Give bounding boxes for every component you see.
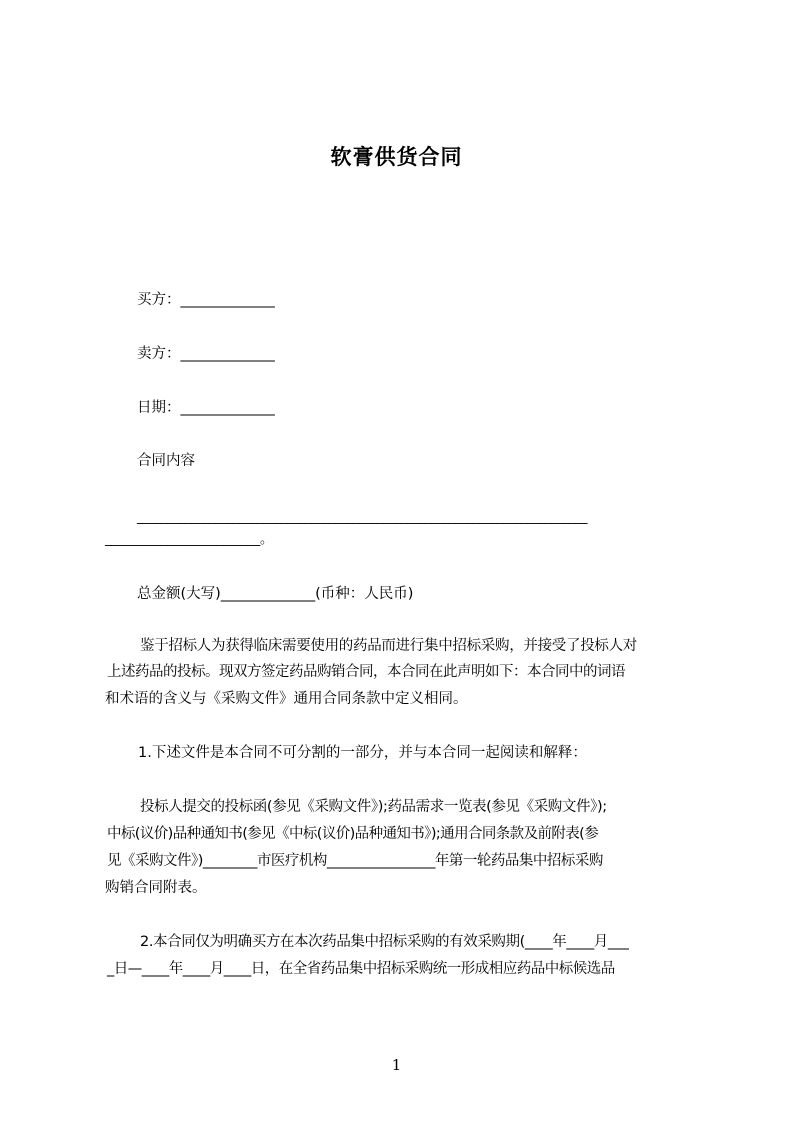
content-blank-line-1: ___________________________________________________________________________	[137, 510, 587, 525]
preamble-line: 鉴于招标人为获得临床需要使用的药品而进行集中招标采购，并接受了投标人对	[140, 638, 637, 654]
total-amount-line: 总金额(大写)_____________(币种：人民币)	[137, 586, 414, 602]
preamble-line: 上述药品的投标。现双方签定药品购销合同，本合同在此声明如下：本合同中的词语	[107, 664, 625, 680]
clause-1-doc-line: 见《采购文件》)________市医疗机构________________年第一轮药品集中招标采购	[107, 853, 603, 869]
clause-1-heading: 1.下述文件是本合同不可分割的一部分，并与本合同一起阅读和解释：	[138, 745, 587, 761]
content-blank-line-2: _________________________。	[105, 532, 273, 547]
contract-content-heading: 合同内容	[137, 453, 195, 469]
seller-field: 卖方：_____________	[137, 346, 275, 362]
clause-1-doc-line: 投标人提交的投标函(参见《采购文件》);药品需求一览表(参见《采购文件》);	[140, 799, 607, 815]
clause-1-doc-line: 中标(议价)品种通知书(参见《中标(议价)品种通知书》);通用合同条款及前附表(参	[107, 826, 599, 842]
clause-2-line: _日—____年____月____日，在全省药品集中招标采购统一形成相应药品中标候选品	[107, 961, 615, 977]
document-title: 软膏供货合同	[330, 145, 463, 169]
buyer-field: 买方：_____________	[137, 292, 275, 308]
date-field: 日期：_____________	[137, 400, 275, 416]
clause-2-line: 2.本合同仅为明确买方在本次药品集中招标采购的有效采购期(____年____月___	[140, 934, 629, 950]
clause-1-doc-line: 购销合同附表。	[105, 880, 207, 896]
page-number: 1	[391, 1056, 402, 1074]
preamble-line: 和术语的含义与《采购文件》通用合同条款中定义相同。	[105, 691, 468, 707]
